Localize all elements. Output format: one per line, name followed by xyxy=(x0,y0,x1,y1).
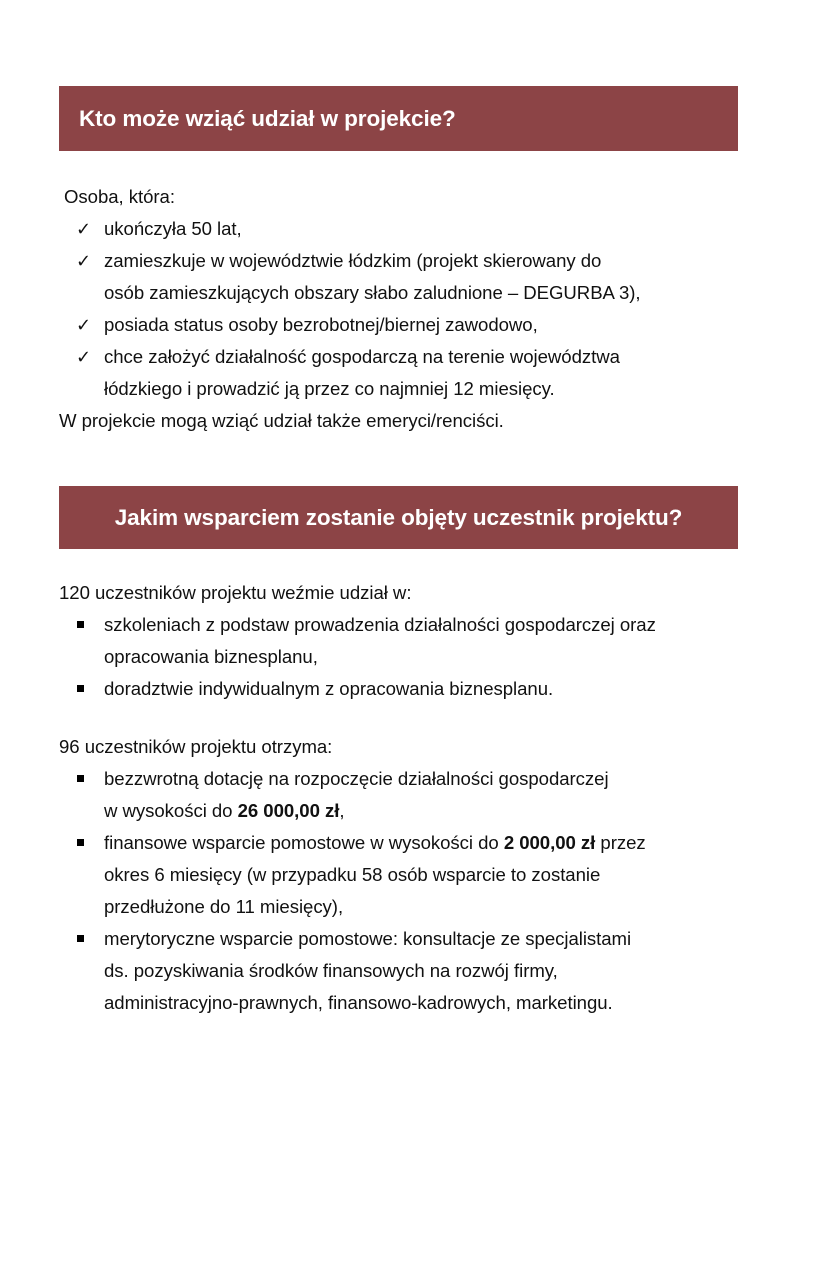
list-item-continuation: ds. pozyskiwania środków finansowych na rozwój firmy, xyxy=(104,960,558,981)
list-item-continuation: osób zamieszkujących obszary słabo zaludnione – DEGURBA 3), xyxy=(104,282,641,303)
list-item xyxy=(104,832,646,854)
list-item: zamieszkuje w województwie łódzkim (projekt skierowany do xyxy=(104,250,602,271)
list-item: bezzwrotną dotację na rozpoczęcie działalności gospodarczej xyxy=(104,768,609,789)
section-header-support xyxy=(59,486,738,549)
list-item-continuation: administracyjno-prawnych, finansowo-kadrowych, marketingu. xyxy=(104,992,613,1013)
square-bullet-icon xyxy=(77,621,84,628)
check-mark-icon: ✓ xyxy=(76,219,92,239)
list-item: chce założyć działalność gospodarczą na terenie województwa xyxy=(104,346,620,367)
square-bullet-icon xyxy=(77,685,84,692)
check-mark-icon: ✓ xyxy=(76,347,92,367)
list-item: merytoryczne wsparcie pomostowe: konsultacje ze specjalistami xyxy=(104,928,632,949)
grant-text: w wysokości do xyxy=(104,800,238,821)
eligibility-intro: Osoba, która: xyxy=(64,186,175,207)
check-mark-icon: ✓ xyxy=(76,315,92,335)
support-group1-intro: 120 uczestników projektu weźmie udział w: xyxy=(59,582,412,603)
support-group2-intro: 96 uczestników projektu otrzyma: xyxy=(59,736,333,757)
list-item: doradztwie indywidualnym z opracowania biznesplanu. xyxy=(104,678,554,699)
list-item-continuation xyxy=(104,800,344,822)
square-bullet-icon xyxy=(77,839,84,846)
bridge-support-text: finansowe wsparcie pomostowe w wysokości do xyxy=(104,832,504,853)
list-item-continuation: okres 6 miesięcy (w przypadku 58 osób wsparcie to zostanie xyxy=(104,864,601,885)
eligibility-note: W projekcie mogą wziąć udział także emeryci/renciści. xyxy=(59,410,504,431)
list-item: ukończyła 50 lat, xyxy=(104,218,242,239)
list-item-continuation: łódzkiego i prowadzić ją przez co najmniej 12 miesięcy. xyxy=(104,378,555,399)
list-item: posiada status osoby bezrobotnej/biernej zawodowo, xyxy=(104,314,538,335)
list-item: szkoleniach z podstaw prowadzenia działalności gospodarczej oraz xyxy=(104,614,656,635)
bridge-support-text-end: przez xyxy=(595,832,646,853)
bridge-support-amount: 2 000,00 zł xyxy=(503,832,596,853)
square-bullet-icon xyxy=(77,775,84,782)
list-item-continuation: opracowania biznesplanu, xyxy=(104,646,318,667)
check-mark-icon: ✓ xyxy=(76,251,92,271)
square-bullet-icon xyxy=(77,935,84,942)
section-header-eligibility xyxy=(59,86,738,151)
list-item-continuation: przedłużone do 11 miesięcy), xyxy=(104,896,344,917)
section-title: Jakim wsparciem zostanie objęty uczestnik projektu? xyxy=(114,504,683,530)
section-title: Kto może wziąć udział w projekcie? xyxy=(79,105,456,131)
grant-punctuation: , xyxy=(339,800,345,821)
grant-amount: 26 000,00 zł xyxy=(237,800,340,821)
